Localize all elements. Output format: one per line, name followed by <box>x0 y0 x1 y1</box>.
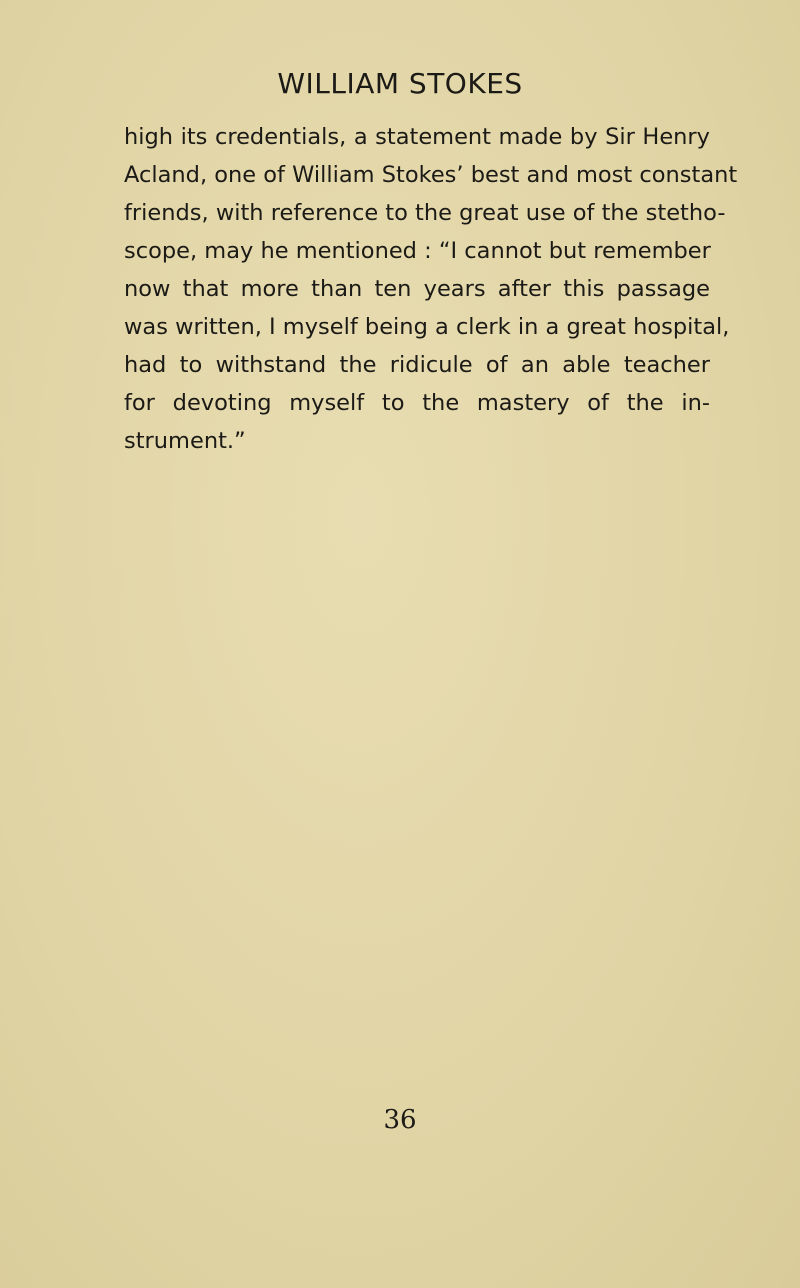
text-line: strument.” <box>124 428 246 454</box>
page-number: 36 <box>383 1105 417 1135</box>
text-line: high its credentials, a statement made by Sir Henry <box>124 124 710 150</box>
text-line: was written, I myself being a clerk in a great hospital, <box>124 314 730 340</box>
text-line: had to withstand the ridicule of an able teacher <box>124 352 710 378</box>
text-line: for devoting myself to the mastery of the in- <box>124 390 710 416</box>
running-head: WILLIAM STOKES <box>277 67 523 100</box>
text-line: friends, with reference to the great use of the stetho- <box>124 200 726 226</box>
text-line: now that more than ten years after this passage <box>124 276 710 302</box>
body-paragraph <box>124 118 738 460</box>
text-line: Acland, one of William Stokes’ best and most constant <box>124 162 738 188</box>
text-line: scope, may he mentioned : “I cannot but remember <box>124 238 711 264</box>
